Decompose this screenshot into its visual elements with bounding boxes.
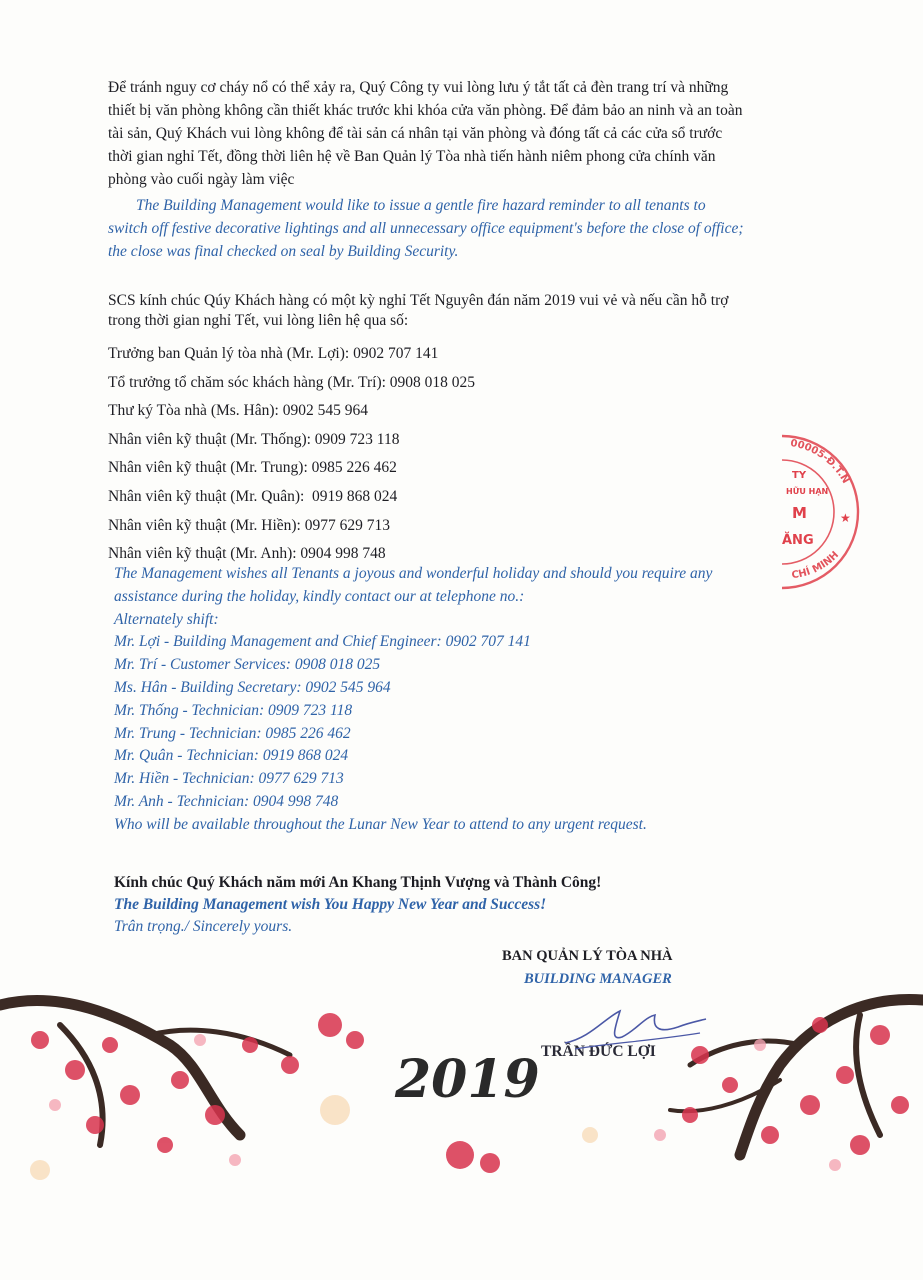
closing-phrase: Trân trọng./ Sincerely yours. [114, 918, 293, 935]
notice-line: the close was final checked on seal by Building Security. [108, 243, 459, 260]
svg-text:CHÍ MINH [791, 550, 841, 582]
notice-line: thiết bị văn phòng không cần thiết khác trước khi khóa cửa văn phòng. Để đảm bảo an ninh và an toàn [108, 102, 743, 119]
greeting-vietnamese: Kính chúc Quý Khách năm mới An Khang Thịnh Vượng và Thành Công! [114, 874, 602, 891]
contact-row: Thư ký Tòa nhà (Ms. Hân): 0902 545 964 [108, 402, 368, 420]
stamp-top-text: 00005-Đ.T.N [789, 438, 851, 486]
signer-name: TRẦN ĐỨC LỢI [541, 1043, 656, 1060]
notice-line: Để tránh nguy cơ cháy nổ có thể xảy ra, Quý Công ty vui lòng lưu ý tắt tất cả đèn trang trí và những [108, 79, 729, 96]
company-seal-stamp [782, 432, 923, 592]
en-contact-line: assistance during the holiday, kindly contact our at telephone no.: [114, 587, 525, 605]
en-contact-line: Mr. Trung - Technician: 0985 226 462 [114, 724, 351, 742]
notice-line: tài sản, Quý Khách vui lòng không để tài sản cá nhân tại văn phòng và đóng tất cả các cửa sổ trước [108, 125, 723, 142]
en-contact-line: Who will be available throughout the Lunar New Year to attend to any urgent request. [114, 815, 647, 833]
en-contact-line: Mr. Trí - Customer Services: 0908 018 025 [114, 656, 381, 674]
notice-line: switch off festive decorative lightings and all unnecessary office equipment's before the close of office; [108, 220, 744, 237]
en-contact-line: Mr. Lợi - Building Management and Chief Engineer: 0902 707 141 [114, 633, 531, 651]
notice-line: thời gian nghỉ Tết, đồng thời liên hệ về Ban Quản lý Tòa nhà tiến hành niêm phong cửa chính văn [108, 148, 716, 165]
contact-row: Nhân viên kỹ thuật (Mr. Anh): 0904 998 748 [108, 545, 386, 563]
new-year-greeting [114, 872, 601, 938]
manager-title-vietnamese: BAN QUẢN LÝ TÒA NHÀ [502, 948, 673, 964]
en-contact-line: Ms. Hân - Building Secretary: 0902 545 964 [114, 678, 391, 696]
en-contact-line: The Management wishes all Tenants a joyous and wonderful holiday and should you require any [114, 565, 713, 582]
notice-line: The Building Management would like to issue a gentle fire hazard reminder to all tenants to [136, 197, 706, 214]
stamp-line: TY [792, 470, 807, 481]
contact-row: Nhân viên kỹ thuật (Mr. Hiền): 0977 629 713 [108, 516, 390, 534]
contact-row: Nhân viên kỹ thuật (Mr. Quân): 0919 868 024 [108, 487, 398, 505]
notice-line: phòng vào cuối ngày làm việc [108, 171, 295, 188]
manager-title-english: BUILDING MANAGER [524, 971, 672, 987]
en-contact-line: Mr. Hiền - Technician: 0977 629 713 [114, 770, 344, 788]
year-2019-art: 2019 [395, 1049, 540, 1110]
greeting-english: The Building Management wish You Happy New Year and Success! [114, 896, 547, 913]
star-icon: ★ [840, 511, 851, 525]
english-fire-notice [108, 194, 798, 263]
english-contact-list [114, 563, 794, 837]
handwritten-signature [560, 1003, 710, 1058]
cherry-blossom-decoration [0, 985, 923, 1195]
en-contact-line: Mr. Quân - Technician: 0919 868 024 [114, 747, 349, 765]
intro-line: SCS kính chúc Qúy Khách hàng có một kỳ nghỉ Tết Nguyên đán năm 2019 vui vẻ và nếu cần hỗ trợ [108, 292, 729, 309]
en-contact-line: Mr. Thống - Technician: 0909 723 118 [114, 701, 353, 719]
stamp-line: ĂNG [782, 533, 814, 548]
en-contact-line: Mr. Anh - Technician: 0904 998 748 [114, 792, 339, 810]
vietnamese-fire-notice [108, 76, 788, 191]
contact-row: Trưởng ban Quản lý tòa nhà (Mr. Lợi): 0902 707 141 [108, 345, 439, 362]
vietnamese-contact-intro [108, 291, 808, 331]
en-contact-line: Alternately shift: [114, 610, 219, 628]
contact-row: Tổ trưởng tổ chăm sóc khách hàng (Mr. Trí): 0908 018 025 [108, 373, 476, 391]
intro-line: trong thời gian nghỉ Tết, vui lòng liên hệ qua số: [108, 312, 409, 329]
vietnamese-contact-list [108, 340, 568, 569]
contact-row: Nhân viên kỹ thuật (Mr. Trung): 0985 226 462 [108, 459, 397, 477]
stamp-line: M [792, 504, 807, 522]
stamp-bottom-text: CHÍ MINH [790, 549, 842, 582]
stamp-line: HỮU HẠN [786, 487, 829, 496]
contact-row: Nhân viên kỹ thuật (Mr. Thống): 0909 723 118 [108, 430, 400, 448]
